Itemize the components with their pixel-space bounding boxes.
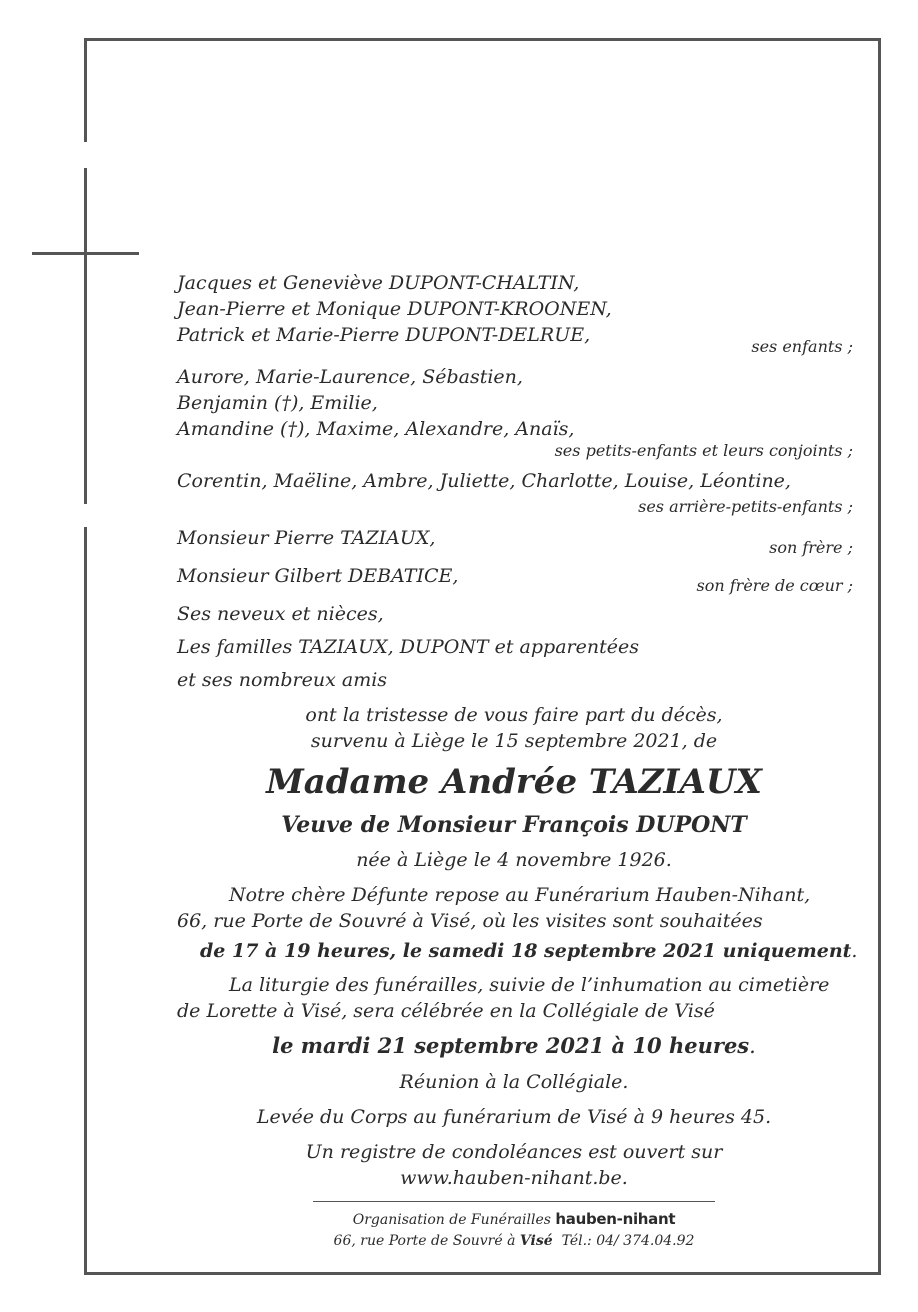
funeral-line-2: de Lorette à Visé, sera célébrée en la Collégiale de Visé: [177, 1000, 715, 1022]
heart-brother: Monsieur Gilbert DEBATICE,: [177, 565, 459, 587]
funeral-date-end: .: [749, 1034, 756, 1058]
child-line-1: Jacques et Geneviève DUPONT-CHALTIN,: [177, 272, 580, 294]
announcement-line-1: ont la tristesse de vous faire part du décès,: [305, 704, 723, 726]
register-url: www.hauben-nihant.be.: [400, 1167, 628, 1189]
others-line-3: et ses nombreux amis: [177, 669, 388, 691]
footer-town: Visé: [519, 1233, 553, 1249]
others-line-1: Ses neveux et nièces,: [177, 603, 384, 625]
frame-bottom: [84, 1272, 881, 1275]
register-line: Un registre de condoléances est ouvert sur: [305, 1141, 723, 1163]
visit-hours-text: de 17 à 19 heures, le samedi 18 septembre 2021 uniquement: [200, 940, 852, 962]
brand-logo: hauben-nihant: [555, 1210, 676, 1228]
frame-left-upper: [84, 38, 87, 142]
frame-left-middle: [84, 168, 87, 504]
grandchild-line-2: Benjamin (†), Emilie,: [177, 392, 378, 414]
widow-of: Veuve de Monsieur François DUPONT: [281, 812, 747, 838]
grandchild-line-1: Aurore, Marie-Laurence, Sébastien,: [177, 366, 523, 388]
footer-divider: [313, 1201, 715, 1202]
footer-org: [313, 1210, 715, 1228]
child-line-3: Patrick et Marie-Pierre DUPONT-DELRUE,: [177, 324, 591, 346]
brother-label: son frère ;: [769, 538, 853, 557]
visit-hours: [200, 938, 857, 964]
visit-hours-end: .: [851, 940, 858, 962]
cross-icon: [32, 252, 139, 255]
brother: Monsieur Pierre TAZIAUX,: [177, 527, 436, 549]
heart-brother-label: son frère de cœur ;: [696, 576, 853, 595]
footer-address: [313, 1233, 715, 1249]
footer-address-prefix: 66, rue Porte de Souvré à: [333, 1233, 516, 1249]
others-line-2: Les familles TAZIAUX, DUPONT et apparentées: [177, 636, 639, 658]
great-grandchildren: Corentin, Maëline, Ambre, Juliette, Charlotte, Louise, Léontine,: [177, 470, 791, 492]
meeting-line: Réunion à la Collégiale.: [399, 1071, 629, 1093]
child-line-2: Jean-Pierre et Monique DUPONT-KROONEN,: [177, 298, 612, 320]
grandchild-line-3: Amandine (†), Maxime, Alexandre, Anaïs,: [177, 418, 575, 440]
funeral-line-1: La liturgie des funérailles, suivie de l’inhumation au cimetière: [229, 974, 830, 996]
visit-line-2: 66, rue Porte de Souvré à Visé, où les visites sont souhaitées: [177, 910, 763, 932]
great-grandchildren-label: ses arrière-petits-enfants ;: [638, 497, 853, 516]
deceased-name: Madame Andrée TAZIAUX: [266, 762, 762, 802]
footer-phone: Tél.: 04/ 374.04.92: [561, 1233, 695, 1249]
frame-top: [84, 38, 881, 41]
funeral-date: [84, 1033, 918, 1059]
levee-line: Levée du Corps au funérarium de Visé à 9 heures 45.: [256, 1106, 772, 1128]
children-label: ses enfants ;: [751, 337, 853, 356]
birth-line: née à Liège le 4 novembre 1926.: [356, 849, 672, 871]
announcement-line-2: survenu à Liège le 15 septembre 2021, de: [310, 730, 718, 752]
grandchildren-label: ses petits-enfants et leurs conjoints ;: [554, 441, 853, 460]
footer-org-label: Organisation de Funérailles: [352, 1212, 551, 1228]
visit-line-1: Notre chère Défunte repose au Funérarium Hauben-Nihant,: [229, 884, 811, 906]
funeral-date-text: le mardi 21 septembre 2021 à 10 heures: [272, 1033, 750, 1058]
